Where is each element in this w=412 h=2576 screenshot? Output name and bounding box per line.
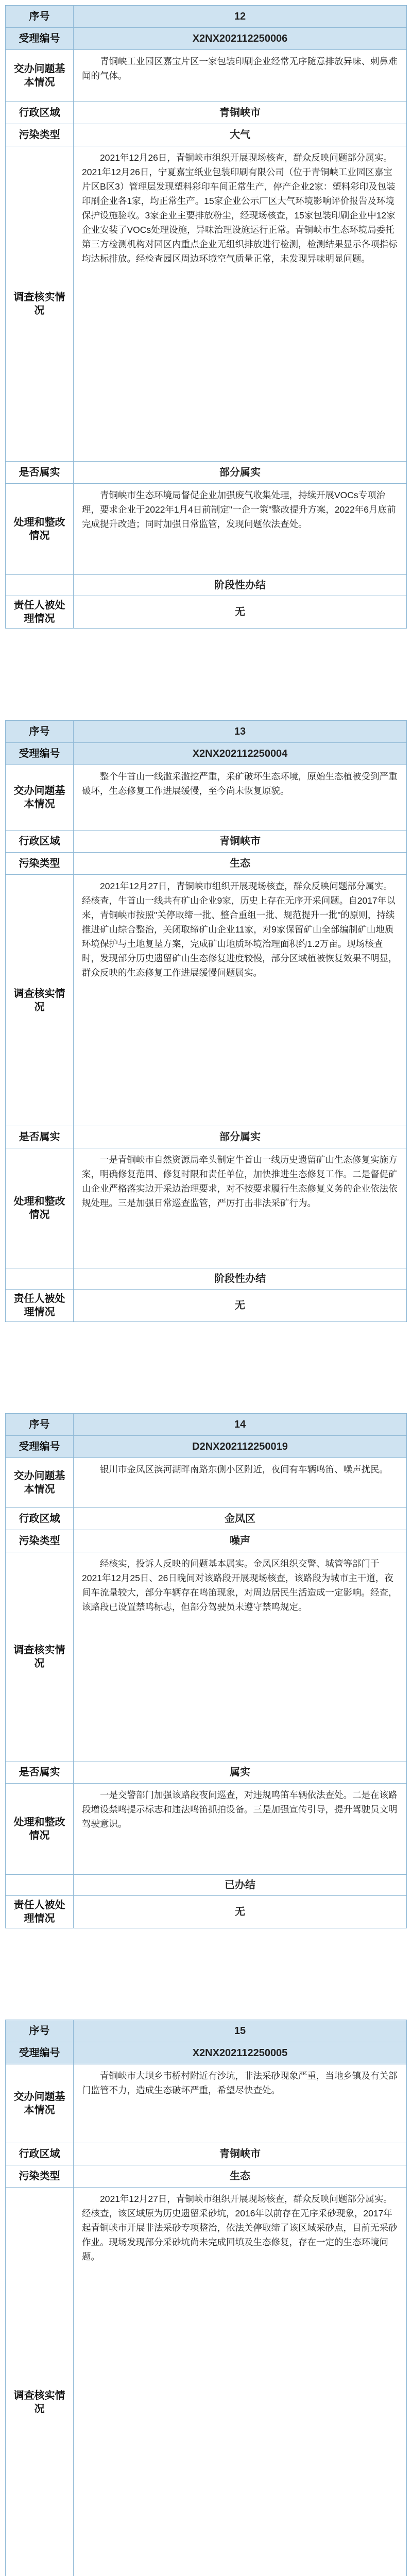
handling-row — [6, 484, 406, 575]
seq-row — [6, 721, 406, 743]
seq-value: 12 — [234, 11, 246, 22]
is-true-label: 是否属实 — [6, 462, 74, 483]
seq-value: 14 — [234, 1419, 246, 1430]
seq-value: 15 — [234, 2025, 246, 2037]
batch-label: 受理编号 — [6, 1436, 74, 1458]
pollution-value: 噪声 — [230, 1535, 250, 1547]
region-label: 行政区域 — [6, 1508, 74, 1530]
pollution-value: 大气 — [230, 129, 250, 141]
seq-row — [6, 6, 406, 28]
case-table — [5, 720, 407, 1322]
status-row — [6, 575, 406, 596]
region-label: 行政区域 — [6, 831, 74, 852]
pollution-row — [6, 1530, 406, 1552]
region-row — [6, 102, 406, 124]
responsible-row — [6, 1896, 406, 1928]
handling-row — [6, 1784, 406, 1875]
investigation-value: 2021年12月27日，青铜峡市组织开展现场核查，群众反映问题部分属实。经核查，该区域原为历史遗留采砂坑，2016年以前存在无序采砂现象，2017年起青铜峡市开展非法采砂专项整治，依法关停取缔了该区域采砂点，目前无采砂作业。现场发现部分采砂坑尚未完成回填及生态修复，存在一定的生态环境问题。 — [82, 2194, 398, 2262]
complaint-value: 青铜峡工业园区嘉宝片区一家包装印刷企业经常无序随意排放异味、刺鼻难闻的气体。 — [82, 56, 398, 81]
responsible-value: 无 — [235, 1906, 245, 1918]
investigation-row — [6, 2188, 406, 2576]
responsible-label: 责任人被处理情况 — [6, 1290, 74, 1321]
pollution-row — [6, 2165, 406, 2188]
status-value: 阶段性办结 — [214, 580, 266, 591]
region-row — [6, 831, 406, 853]
batch-label: 受理编号 — [6, 743, 74, 765]
investigation-row — [6, 1552, 406, 1761]
batch-value: X2NX202112250006 — [192, 33, 288, 44]
complaint-value: 整个牛首山一线滥采滥挖严重，采矿破坏生态环境，原始生态植被受到严重破坏，生态修复工作进展缓慢，至今尚未恢复原貌。 — [82, 771, 398, 796]
batch-value: D2NX202112250019 — [192, 1441, 288, 1452]
status-label-cell — [6, 1268, 74, 1289]
is-true-label: 是否属实 — [6, 1126, 74, 1148]
is-true-row — [6, 462, 406, 484]
investigation-row — [6, 875, 406, 1126]
seq-label: 序号 — [6, 2020, 74, 2042]
responsible-label: 责任人被处理情况 — [6, 596, 74, 628]
handling-value: 青铜峡市生态环境局督促企业加强废气收集处理，持续开展VOCs专项治理，要求企业于2022年1月4日前制定"一企一策"整改提升方案，2022年6月底前完成提升改造；同时加强日常监管，发现问题依法查处。 — [82, 490, 396, 529]
region-label: 行政区域 — [6, 2143, 74, 2165]
batch-value: X2NX202112250005 — [192, 2047, 288, 2059]
is-true-row — [6, 1126, 406, 1148]
status-row — [6, 1268, 406, 1290]
pollution-value: 生态 — [230, 858, 250, 869]
handling-row — [6, 1148, 406, 1268]
is-true-value: 部分属实 — [219, 1131, 261, 1143]
investigation-label: 调查核实情况 — [6, 1552, 74, 1761]
case-table — [5, 5, 407, 629]
is-true-label: 是否属实 — [6, 1761, 74, 1783]
complaint-row — [6, 1458, 406, 1508]
seq-label: 序号 — [6, 6, 74, 27]
complaint-label: 交办问题基本情况 — [6, 765, 74, 830]
pollution-label: 污染类型 — [6, 1530, 74, 1552]
investigation-value: 2021年12月27日，青铜峡市组织开展现场核查，群众反映问题部分属实。经核查，牛首山一线共有矿山企业9家，历史上存在无序开采问题。自2017年以来，青铜峡市按照"关停取缔一批、整合重组一批、规范提升一批"的原则，持续推进矿山综合整治，关闭取缔矿山企业11家，对9家保留矿山全部编制矿山地质环境保护与土地复垦方案，完成矿山地质环境治理面积约1.2万亩。现场核查时，发现部分历史遗留矿山生态修复进度较慢，部分区域植被恢复效果不明显，群众反映的生态修复工作进展缓慢问题属实。 — [82, 881, 398, 978]
region-value: 青铜峡市 — [219, 2148, 261, 2160]
batch-row — [6, 28, 406, 50]
batch-row — [6, 2042, 406, 2064]
is-true-value: 属实 — [230, 1767, 250, 1778]
status-label-cell — [6, 575, 74, 596]
seq-label: 序号 — [6, 1414, 74, 1435]
pollution-row — [6, 124, 406, 146]
handling-value: 一是交警部门加强该路段夜间巡查，对违规鸣笛车辆依法查处。二是在该路段增设禁鸣提示标志和违法鸣笛抓拍设备。三是加强宣传引导，提升驾驶员文明驾驶意识。 — [82, 1790, 398, 1829]
status-value: 已办结 — [225, 1879, 255, 1891]
seq-label: 序号 — [6, 721, 74, 742]
responsible-row — [6, 596, 406, 628]
region-label: 行政区域 — [6, 102, 74, 124]
region-row — [6, 2143, 406, 2165]
seq-value: 13 — [234, 726, 246, 737]
pollution-row — [6, 853, 406, 875]
responsible-value: 无 — [235, 606, 245, 618]
region-value: 青铜峡市 — [219, 107, 261, 118]
pollution-label: 污染类型 — [6, 124, 74, 146]
region-row — [6, 1508, 406, 1530]
handling-value: 一是青铜峡市自然资源局牵头制定牛首山一线历史遗留矿山生态修复实施方案，明确修复范围、修复时限和责任单位，加快推进生态修复工作。二是督促矿山企业严格落实边开采边治理要求，对不按要求履行生态修复义务的企业依法依规处理。三是加强日常巡查监管，严厉打击非法采矿行为。 — [82, 1155, 398, 1208]
is-true-value: 部分属实 — [219, 467, 261, 478]
pollution-value: 生态 — [230, 2171, 250, 2182]
investigation-label: 调查核实情况 — [6, 146, 74, 461]
region-value: 青铜峡市 — [219, 836, 261, 847]
batch-row — [6, 1436, 406, 1458]
pollution-label: 污染类型 — [6, 853, 74, 874]
batch-label: 受理编号 — [6, 28, 74, 49]
status-row — [6, 1875, 406, 1896]
investigation-value: 2021年12月26日，青铜峡市组织开展现场核查，群众反映问题部分属实。2021年12月26日，宁夏嘉宝纸业包装印刷有限公司（位于青铜峡工业园区嘉宝片区B区3）管理层发现塑料彩印车间正常生产，停产企业2家：塑料彩印及包装印刷企业各1家，均正常生产。15家企业公示厂区大气环境影响评价报告及环境保护设施验收。3家企业主要排放粉尘，经现场核查，15家包装印刷企业中12家企业安装了VOCs处理设施，异味治理设施运行正常。青铜峡市生态环境局委托第三方检测机构对园区内重点企业无组织排放进行检测，检测结果显示各项指标均达标排放。经检查园区周边环境空气质量正常，未发现异味明显问题。 — [82, 152, 398, 264]
responsible-row — [6, 1290, 406, 1321]
pollution-label: 污染类型 — [6, 2165, 74, 2187]
complaint-row — [6, 50, 406, 102]
complaint-label: 交办问题基本情况 — [6, 1458, 74, 1507]
responsible-label: 责任人被处理情况 — [6, 1896, 74, 1928]
case-table — [5, 1413, 407, 1928]
handling-label: 处理和整改情况 — [6, 484, 74, 574]
investigation-label: 调查核实情况 — [6, 875, 74, 1126]
status-label-cell — [6, 1875, 74, 1895]
is-true-row — [6, 1761, 406, 1784]
complaint-value: 青铜峡市大坝乡韦桥村附近有沙坑，非法采砂现象严重，当地乡镇及有关部门监管不力，造成生态破坏严重，希望尽快查处。 — [82, 2071, 398, 2095]
complaint-label: 交办问题基本情况 — [6, 50, 74, 101]
complaint-label: 交办问题基本情况 — [6, 2064, 74, 2143]
seq-row — [6, 2020, 406, 2042]
investigation-label: 调查核实情况 — [6, 2188, 74, 2576]
batch-value: X2NX202112250004 — [192, 748, 288, 759]
batch-label: 受理编号 — [6, 2042, 74, 2064]
investigation-value: 经核实，投诉人反映的问题基本属实。金凤区组织交警、城管等部门于2021年12月25日、26日晚间对该路段开展现场核查，该路段为城市主干道，夜间车流量较大，部分车辆存在鸣笛现象，对周边居民生活造成一定影响。经查，该路段已设置禁鸣标志，但部分驾驶员未遵守禁鸣规定。 — [82, 1558, 398, 1612]
investigation-row — [6, 146, 406, 462]
seq-row — [6, 1414, 406, 1436]
region-value: 金凤区 — [225, 1513, 255, 1524]
complaint-row — [6, 765, 406, 831]
batch-row — [6, 743, 406, 765]
responsible-value: 无 — [235, 1300, 245, 1311]
complaint-row — [6, 2064, 406, 2143]
handling-label: 处理和整改情况 — [6, 1784, 74, 1874]
status-value: 阶段性办结 — [214, 1273, 266, 1284]
case-table — [5, 2020, 407, 2576]
complaint-value: 银川市金凤区滨河湖畔南路东侧小区附近，夜间有车辆鸣笛、噪声扰民。 — [100, 1464, 388, 1475]
handling-label: 处理和整改情况 — [6, 1148, 74, 1268]
